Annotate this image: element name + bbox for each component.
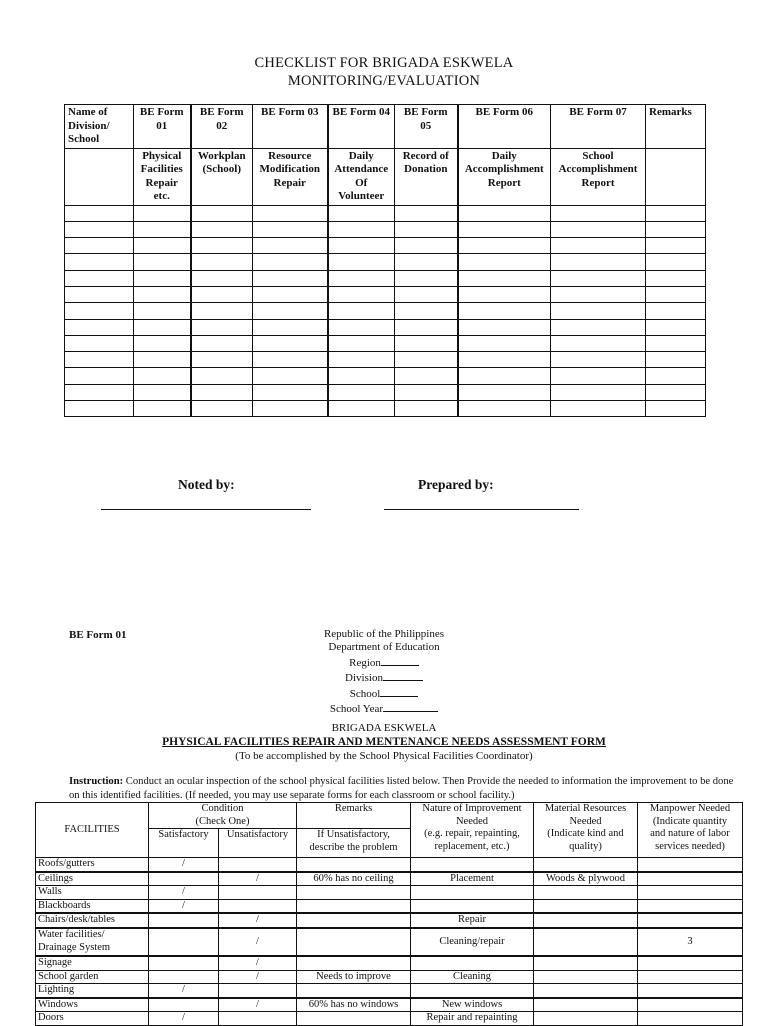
school-year-blank[interactable] <box>383 701 438 712</box>
checklist-cell[interactable] <box>551 270 646 286</box>
checklist-cell[interactable] <box>395 286 458 302</box>
manpower-line3: and nature of labor <box>650 828 730 839</box>
checklist-header-row-descriptions <box>65 148 706 205</box>
checklist-title <box>0 54 768 90</box>
checklist-cell[interactable] <box>134 205 191 221</box>
checklist-cell[interactable] <box>328 368 395 384</box>
checklist-cell[interactable] <box>646 384 706 400</box>
unsatisfactory-check-cell[interactable] <box>219 1012 297 1026</box>
checklist-row <box>65 319 706 335</box>
checklist-cell[interactable] <box>134 303 191 319</box>
col-header-be-form-05: BE Form 05 <box>395 105 458 149</box>
checklist-cell[interactable] <box>65 352 134 368</box>
nature-cell[interactable]: New windows <box>411 998 534 1012</box>
unsatisfactory-check-cell[interactable] <box>219 984 297 998</box>
checklist-cell[interactable] <box>646 270 706 286</box>
material-line2: Needed <box>569 815 602 827</box>
checklist-cell[interactable] <box>65 335 134 351</box>
checklist-cell[interactable] <box>191 303 253 319</box>
checklist-cell[interactable] <box>458 401 551 417</box>
checklist-cell[interactable] <box>646 368 706 384</box>
checklist-cell[interactable] <box>551 368 646 384</box>
checklist-cell[interactable] <box>134 352 191 368</box>
material-cell[interactable] <box>534 970 638 984</box>
satisfactory-check-cell[interactable]: / <box>149 886 219 900</box>
checklist-cell[interactable] <box>191 352 253 368</box>
checklist-cell[interactable] <box>646 319 706 335</box>
checklist-cell[interactable] <box>458 221 551 237</box>
satisfactory-check-cell[interactable] <box>149 956 219 970</box>
checklist-cell[interactable] <box>328 286 395 302</box>
remarks-cell[interactable]: 60% has no ceiling <box>297 872 411 886</box>
condition-sub-label: (Check One) <box>195 815 250 827</box>
col-desc-be-form-05: Record of Donation <box>395 148 458 205</box>
instruction-text: Conduct an ocular inspection of the school physical facilities listed below. Then Provide the needed to information the improvement to be done on this identified facilities. (If needed, you may use separate forms for each classroom or school facility.) <box>69 776 734 801</box>
manpower-cell[interactable] <box>638 899 743 913</box>
nature-cell[interactable] <box>411 956 534 970</box>
material-cell[interactable] <box>534 956 638 970</box>
facility-cell[interactable]: Signage <box>36 956 149 970</box>
checklist-cell[interactable] <box>191 401 253 417</box>
noted-by-signature-line[interactable] <box>101 509 311 510</box>
material-line4: quality) <box>569 840 602 852</box>
form-code-label: BE Form 01 <box>69 629 127 641</box>
checklist-cell[interactable] <box>65 221 134 237</box>
facility-cell[interactable]: Lighting <box>36 984 149 998</box>
checklist-table <box>64 104 706 417</box>
manpower-cell[interactable] <box>638 913 743 928</box>
checklist-row <box>65 368 706 384</box>
form-title: PHYSICAL FACILITIES REPAIR AND MENTENANCE NEEDS ASSESSMENT FORM <box>162 736 606 748</box>
checklist-row <box>65 286 706 302</box>
remarks-cell[interactable] <box>297 899 411 913</box>
col-header-manpower <box>638 803 743 858</box>
col-header-be-form-04: BE Form 04 <box>328 105 395 149</box>
col-header-satisfactory: Satisfactory <box>149 829 219 858</box>
checklist-cell[interactable] <box>253 319 328 335</box>
material-cell[interactable] <box>534 899 638 913</box>
facility-row <box>36 956 743 970</box>
satisfactory-check-cell[interactable] <box>149 970 219 984</box>
checklist-cell[interactable] <box>458 319 551 335</box>
material-cell[interactable]: Woods & plywood <box>534 872 638 886</box>
checklist-cell[interactable] <box>134 319 191 335</box>
checklist-cell[interactable] <box>328 352 395 368</box>
school-year-label: School Year <box>329 703 384 716</box>
checklist-cell[interactable] <box>646 335 706 351</box>
form-titles <box>0 721 768 763</box>
nature-cell[interactable]: Cleaning/repair <box>411 928 534 956</box>
checklist-row <box>65 352 706 368</box>
checklist-row <box>65 335 706 351</box>
facility-row <box>36 984 743 998</box>
remarks-cell[interactable] <box>297 886 411 900</box>
checklist-cell[interactable] <box>458 303 551 319</box>
facility-cell[interactable]: Blackboards <box>36 899 149 913</box>
checklist-cell[interactable] <box>328 238 395 254</box>
unsatisfactory-check-cell[interactable]: / <box>219 872 297 886</box>
col-header-be-form-06: BE Form 06 <box>458 105 551 149</box>
col-header-be-form-01: BE Form 01 <box>134 105 191 149</box>
checklist-cell[interactable] <box>191 254 253 270</box>
satisfactory-check-cell[interactable]: / <box>149 984 219 998</box>
facility-cell[interactable] <box>36 928 149 956</box>
satisfactory-check-cell[interactable] <box>149 928 219 956</box>
checklist-cell[interactable] <box>65 368 134 384</box>
checklist-cell[interactable] <box>458 384 551 400</box>
material-cell[interactable] <box>534 858 638 872</box>
checklist-cell[interactable] <box>191 238 253 254</box>
checklist-cell[interactable] <box>551 286 646 302</box>
facility-row <box>36 998 743 1012</box>
checklist-cell[interactable] <box>134 286 191 302</box>
facility-row <box>36 872 743 886</box>
satisfactory-check-cell[interactable] <box>149 998 219 1012</box>
unsatisfactory-check-cell[interactable]: / <box>219 913 297 928</box>
checklist-cell[interactable] <box>551 401 646 417</box>
checklist-cell[interactable] <box>253 270 328 286</box>
facility-row <box>36 886 743 900</box>
checklist-cell[interactable] <box>458 238 551 254</box>
checklist-cell[interactable] <box>328 303 395 319</box>
checklist-cell[interactable] <box>134 368 191 384</box>
checklist-cell[interactable] <box>134 384 191 400</box>
checklist-cell[interactable] <box>134 270 191 286</box>
checklist-cell[interactable] <box>328 254 395 270</box>
nature-line4: replacement, etc.) <box>434 840 510 852</box>
satisfactory-check-cell[interactable] <box>149 913 219 928</box>
checklist-row <box>65 205 706 221</box>
unsatisfactory-check-cell[interactable]: / <box>219 928 297 956</box>
instruction-paragraph <box>69 775 739 802</box>
nature-cell[interactable]: Cleaning <box>411 970 534 984</box>
school-year-field[interactable] <box>0 701 768 716</box>
col-header-remarks: Remarks <box>297 803 411 829</box>
checklist-cell[interactable] <box>458 368 551 384</box>
region-label: Region <box>349 656 381 669</box>
checklist-cell[interactable] <box>458 205 551 221</box>
checklist-cell[interactable] <box>191 270 253 286</box>
checklist-cell[interactable] <box>551 303 646 319</box>
unsatisfactory-check-cell[interactable] <box>219 886 297 900</box>
condition-label: Condition <box>201 803 244 814</box>
remarks-cell[interactable] <box>297 858 411 872</box>
checklist-cell[interactable] <box>458 270 551 286</box>
col-desc-be-form-01: Physical Facilities Repair etc. <box>134 148 191 205</box>
checklist-cell[interactable] <box>253 368 328 384</box>
satisfactory-check-cell[interactable]: / <box>149 858 219 872</box>
checklist-cell[interactable] <box>646 286 706 302</box>
material-line3: (Indicate kind and <box>547 828 624 839</box>
checklist-blank-rows <box>65 205 706 417</box>
division-label: Division <box>345 672 383 685</box>
checklist-cell[interactable] <box>395 238 458 254</box>
checklist-cell[interactable] <box>395 221 458 237</box>
col-header-material-resources <box>534 803 638 858</box>
facility-cell[interactable]: Roofs/gutters <box>36 858 149 872</box>
facility-label-line1: Water facilities/ <box>38 928 105 940</box>
region-field[interactable] <box>0 655 768 670</box>
school-label: School <box>349 687 381 700</box>
remarks-cell[interactable] <box>297 956 411 970</box>
remarks-cell[interactable] <box>297 1012 411 1026</box>
checklist-cell[interactable] <box>328 335 395 351</box>
col-desc-be-form-03: Resource Modification Repair <box>253 148 328 205</box>
material-cell[interactable] <box>534 998 638 1012</box>
checklist-cell[interactable] <box>191 335 253 351</box>
nature-cell[interactable] <box>411 899 534 913</box>
manpower-cell[interactable] <box>638 872 743 886</box>
checklist-cell[interactable] <box>253 238 328 254</box>
manpower-cell[interactable] <box>638 956 743 970</box>
manpower-cell[interactable] <box>638 858 743 872</box>
assessment-rows <box>36 858 743 1026</box>
checklist-cell[interactable] <box>253 335 328 351</box>
checklist-row <box>65 238 706 254</box>
manpower-cell[interactable] <box>638 970 743 984</box>
checklist-row <box>65 384 706 400</box>
col-desc-be-form-04: Daily Attendance Of Volunteer <box>328 148 395 205</box>
checklist-cell[interactable] <box>65 303 134 319</box>
nature-line2: Needed <box>455 815 489 827</box>
checklist-cell[interactable] <box>646 401 706 417</box>
facility-cell[interactable]: Walls <box>36 886 149 900</box>
facility-row <box>36 913 743 928</box>
checklist-cell[interactable] <box>65 270 134 286</box>
assessment-header-row-1 <box>36 803 743 829</box>
col-header-facilities: FACILITIES <box>36 803 149 858</box>
unsatisfactory-check-cell[interactable] <box>219 899 297 913</box>
checklist-cell[interactable] <box>253 303 328 319</box>
facility-row <box>36 970 743 984</box>
manpower-line2: (Indicate quantity <box>652 815 728 827</box>
checklist-cell[interactable] <box>65 401 134 417</box>
school-blank[interactable] <box>380 686 418 697</box>
satisfactory-check-cell[interactable] <box>149 872 219 886</box>
facility-cell[interactable]: Chairs/desk/tables <box>36 913 149 928</box>
satisfactory-check-cell[interactable]: / <box>149 1012 219 1026</box>
col-desc-be-form-06: Daily Accomplishment Report <box>458 148 551 205</box>
manpower-line4: services needed) <box>655 840 725 852</box>
checklist-cell[interactable] <box>134 238 191 254</box>
program-name: BRIGADA ESKWELA <box>331 722 437 734</box>
checklist-cell[interactable] <box>395 205 458 221</box>
remarks-cell[interactable] <box>297 913 411 928</box>
checklist-cell[interactable] <box>328 319 395 335</box>
checklist-cell[interactable] <box>458 286 551 302</box>
col-header-be-form-07: BE Form 07 <box>551 105 646 149</box>
nature-cell[interactable]: Repair <box>411 913 534 928</box>
noted-by-label: Noted by: <box>178 477 235 492</box>
checklist-cell[interactable] <box>646 238 706 254</box>
republic-label: Republic of the Philippines <box>323 628 445 640</box>
facility-label-line2: Drainage System <box>38 941 111 953</box>
checklist-cell[interactable] <box>328 384 395 400</box>
checklist-cell[interactable] <box>253 221 328 237</box>
col-header-division-school: Name of Division/ School <box>65 105 134 149</box>
checklist-cell[interactable] <box>328 205 395 221</box>
remarks-cell[interactable]: Needs to improve <box>297 970 411 984</box>
checklist-cell[interactable] <box>395 384 458 400</box>
checklist-cell[interactable] <box>253 286 328 302</box>
checklist-cell[interactable] <box>134 221 191 237</box>
division-blank[interactable] <box>383 670 423 681</box>
col-desc-division-school <box>65 148 134 205</box>
checklist-row <box>65 270 706 286</box>
checklist-row <box>65 254 706 270</box>
facility-cell[interactable]: Windows <box>36 998 149 1012</box>
unsatisfactory-check-cell[interactable]: / <box>219 970 297 984</box>
checklist-cell[interactable] <box>191 368 253 384</box>
checklist-cell[interactable] <box>395 319 458 335</box>
facility-cell[interactable]: Doors <box>36 1012 149 1026</box>
checklist-cell[interactable] <box>395 303 458 319</box>
checklist-cell[interactable] <box>253 352 328 368</box>
checklist-title-line1: CHECKLIST FOR BRIGADA ESKWELA <box>254 55 514 71</box>
manpower-cell[interactable] <box>638 1012 743 1026</box>
instruction-label: Instruction: <box>69 776 124 787</box>
manpower-cell[interactable] <box>638 984 743 998</box>
checklist-header-row-forms <box>65 105 706 149</box>
checklist-cell[interactable] <box>328 270 395 286</box>
checklist-cell[interactable] <box>551 384 646 400</box>
checklist-cell[interactable] <box>65 254 134 270</box>
checklist-cell[interactable] <box>395 254 458 270</box>
facility-row <box>36 899 743 913</box>
unsatisfactory-check-cell[interactable]: / <box>219 956 297 970</box>
checklist-cell[interactable] <box>191 221 253 237</box>
col-header-remarks: Remarks <box>646 105 706 149</box>
checklist-cell[interactable] <box>551 238 646 254</box>
checklist-cell[interactable] <box>328 221 395 237</box>
form-subtitle: (To be accomplished by the School Physical Facilities Coordinator) <box>235 750 533 762</box>
facility-cell[interactable]: Ceilings <box>36 872 149 886</box>
checklist-cell[interactable] <box>191 384 253 400</box>
checklist-cell[interactable] <box>551 254 646 270</box>
checklist-cell[interactable] <box>191 286 253 302</box>
checklist-cell[interactable] <box>395 270 458 286</box>
material-cell[interactable] <box>534 913 638 928</box>
checklist-cell[interactable] <box>551 335 646 351</box>
checklist-cell[interactable] <box>253 254 328 270</box>
col-header-nature-of-improvement <box>411 803 534 858</box>
prepared-by-signature-line[interactable] <box>384 509 579 510</box>
material-cell[interactable] <box>534 984 638 998</box>
government-header <box>0 628 768 716</box>
checklist-row <box>65 303 706 319</box>
remarks-cell[interactable] <box>297 984 411 998</box>
facility-cell[interactable]: School garden <box>36 970 149 984</box>
checklist-cell[interactable] <box>458 254 551 270</box>
assessment-table <box>35 802 743 1026</box>
checklist-title-line2: MONITORING/EVALUATION <box>287 73 481 89</box>
checklist-row <box>65 401 706 417</box>
checklist-cell[interactable] <box>253 205 328 221</box>
checklist-cell[interactable] <box>191 319 253 335</box>
checklist-cell[interactable] <box>551 205 646 221</box>
col-header-condition <box>149 803 297 829</box>
checklist-cell[interactable] <box>551 352 646 368</box>
checklist-cell[interactable] <box>134 401 191 417</box>
material-cell[interactable] <box>534 886 638 900</box>
checklist-cell[interactable] <box>646 221 706 237</box>
manpower-line1: Manpower Needed <box>649 803 731 814</box>
col-desc-be-form-02: Workplan (School) <box>191 148 253 205</box>
remarks-cell[interactable]: 60% has no windows <box>297 998 411 1012</box>
nature-cell[interactable] <box>411 984 534 998</box>
checklist-cell[interactable] <box>646 352 706 368</box>
checklist-cell[interactable] <box>65 319 134 335</box>
checklist-cell[interactable] <box>646 254 706 270</box>
material-cell[interactable] <box>534 1012 638 1026</box>
nature-line3: (e.g. repair, repainting, <box>424 828 520 839</box>
checklist-cell[interactable] <box>395 401 458 417</box>
checklist-cell[interactable] <box>395 335 458 351</box>
checklist-cell[interactable] <box>328 401 395 417</box>
checklist-cell[interactable] <box>191 205 253 221</box>
prepared-by-label: Prepared by: <box>418 477 494 492</box>
manpower-cell[interactable] <box>638 886 743 900</box>
checklist-cell[interactable] <box>253 384 328 400</box>
facility-row <box>36 858 743 872</box>
nature-cell[interactable] <box>411 886 534 900</box>
school-field[interactable] <box>0 686 768 701</box>
manpower-cell[interactable] <box>638 998 743 1012</box>
manpower-cell[interactable]: 3 <box>638 928 743 956</box>
nature-cell[interactable]: Repair and repainting <box>411 1012 534 1026</box>
checklist-cell[interactable] <box>395 368 458 384</box>
nature-cell[interactable]: Placement <box>411 872 534 886</box>
checklist-cell[interactable] <box>134 335 191 351</box>
checklist-cell[interactable] <box>646 303 706 319</box>
facility-row <box>36 1012 743 1026</box>
checklist-cell[interactable] <box>65 205 134 221</box>
material-cell[interactable] <box>534 928 638 956</box>
col-header-unsatisfactory: Unsatisfactory <box>219 829 297 858</box>
checklist-cell[interactable] <box>458 335 551 351</box>
col-header-be-form-03: BE Form 03 <box>253 105 328 149</box>
checklist-cell[interactable] <box>551 319 646 335</box>
remarks-cell[interactable] <box>297 928 411 956</box>
col-header-remarks-description: If Unsatisfactory, describe the problem <box>297 829 411 858</box>
division-field[interactable] <box>0 670 768 685</box>
col-desc-remarks <box>646 148 706 205</box>
checklist-cell[interactable] <box>551 221 646 237</box>
checklist-cell[interactable] <box>65 286 134 302</box>
checklist-cell[interactable] <box>65 238 134 254</box>
department-label: Department of Education <box>328 641 440 654</box>
checklist-cell[interactable] <box>646 205 706 221</box>
checklist-cell[interactable] <box>253 401 328 417</box>
col-desc-be-form-07: School Accomplishment Report <box>551 148 646 205</box>
material-line1: Material Resources <box>544 803 627 814</box>
checklist-cell[interactable] <box>458 352 551 368</box>
checklist-cell[interactable] <box>65 384 134 400</box>
nature-cell[interactable] <box>411 858 534 872</box>
facility-row <box>36 928 743 956</box>
checklist-row <box>65 221 706 237</box>
checklist-cell[interactable] <box>395 352 458 368</box>
unsatisfactory-check-cell[interactable]: / <box>219 998 297 1012</box>
satisfactory-check-cell[interactable]: / <box>149 899 219 913</box>
nature-line1: Nature of Improvement <box>422 803 522 814</box>
col-header-be-form-02: BE Form 02 <box>191 105 253 149</box>
checklist-cell[interactable] <box>134 254 191 270</box>
region-blank[interactable] <box>381 655 419 666</box>
unsatisfactory-check-cell[interactable] <box>219 858 297 872</box>
